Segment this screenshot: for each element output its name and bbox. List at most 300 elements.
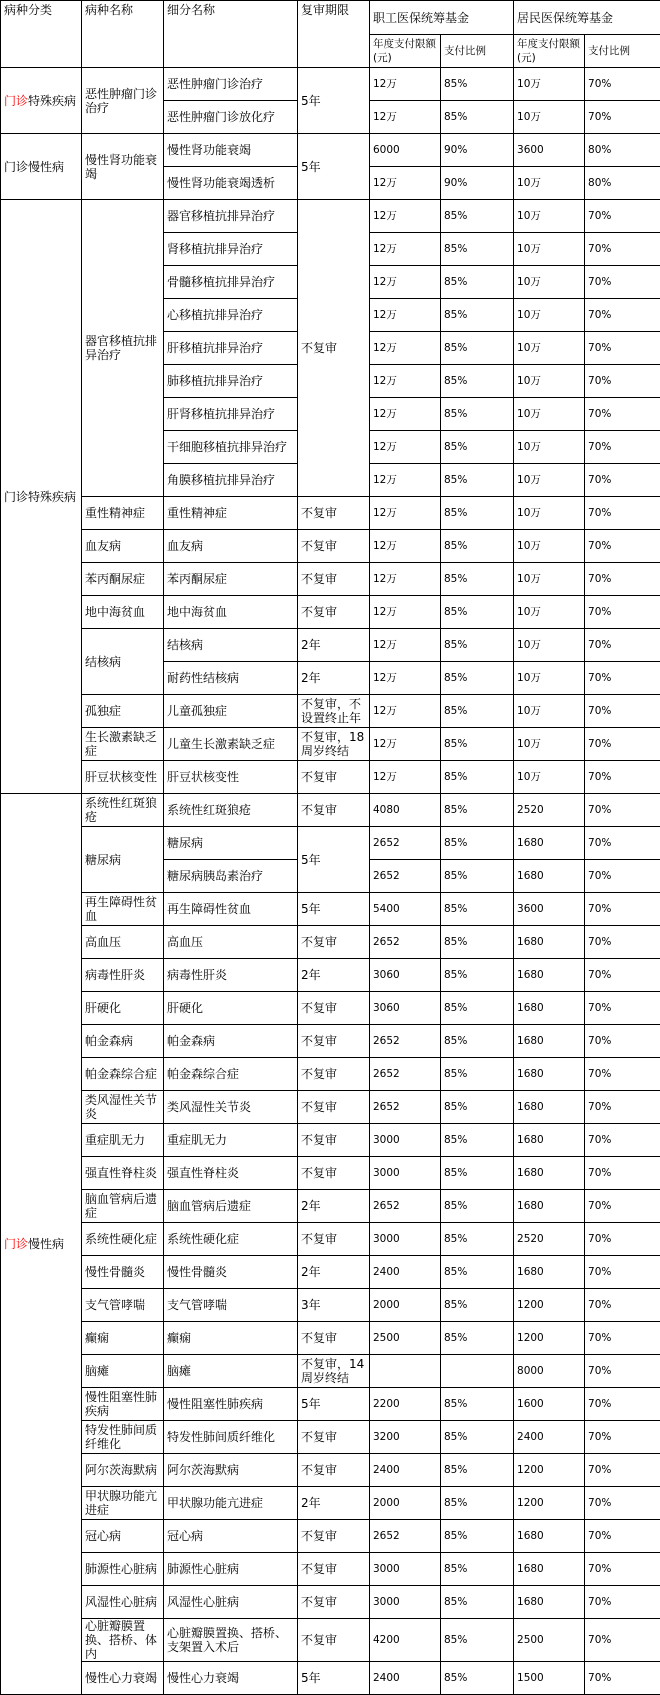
table-row [1,1025,660,1058]
resident-ratio-cell: 70% [585,1619,660,1662]
review-cell: 5年 [298,893,370,926]
review-cell: 5年 [298,1388,370,1421]
resident-ratio-cell: 70% [585,662,660,695]
resident-limit-cell: 1680 [514,1586,585,1619]
review-cell: 5年 [298,134,370,200]
employee-limit-cell: 2000 [370,1289,441,1322]
employee-limit-cell: 3060 [370,959,441,992]
table-row [1,1190,660,1223]
category-cell [1,68,82,134]
header-category: 病种分类 [1,1,82,68]
employee-ratio-cell: 85% [441,629,514,662]
resident-ratio-cell: 70% [585,299,660,332]
detail-cell: 干细胞移植抗排异治疗 [164,431,298,464]
employee-ratio-cell: 85% [441,398,514,431]
resident-limit-cell: 10万 [514,563,585,596]
resident-ratio-cell: 70% [585,629,660,662]
detail-cell: 阿尔茨海默病 [164,1454,298,1487]
review-cell: 不复审 [298,1025,370,1058]
employee-limit-cell: 2000 [370,1487,441,1520]
table-row [1,1124,660,1157]
employee-ratio-cell: 85% [441,1388,514,1421]
employee-ratio-cell: 90% [441,134,514,167]
resident-ratio-cell: 70% [585,596,660,629]
resident-ratio-cell: 70% [585,1421,660,1454]
employee-limit-cell: 12万 [370,266,441,299]
detail-cell: 慢性骨髓炎 [164,1256,298,1289]
table-row [1,1388,660,1421]
review-cell: 不复审 [298,1322,370,1355]
resident-ratio-cell: 70% [585,1388,660,1421]
table-row [1,794,660,827]
employee-ratio-cell: 85% [441,332,514,365]
resident-limit-cell: 10万 [514,761,585,794]
disease-cell: 甲状腺功能亢进症 [82,1487,164,1520]
disease-cell: 肝硬化 [82,992,164,1025]
resident-limit-cell: 1680 [514,1058,585,1091]
resident-ratio-cell: 70% [585,1256,660,1289]
resident-limit-cell: 10万 [514,332,585,365]
employee-ratio-cell: 85% [441,860,514,893]
table-row [1,200,660,233]
employee-limit-cell: 12万 [370,398,441,431]
review-cell: 2年 [298,1256,370,1289]
detail-cell: 冠心病 [164,1520,298,1553]
employee-limit-cell: 3000 [370,1586,441,1619]
review-cell: 不复审 [298,761,370,794]
employee-ratio-cell: 85% [441,728,514,761]
resident-limit-cell: 2500 [514,1619,585,1662]
table-body [1,68,660,1695]
disease-cell: 慢性阻塞性肺疾病 [82,1388,164,1421]
header-resident-ratio: 支付比例 [585,35,660,68]
resident-limit-cell: 1680 [514,1256,585,1289]
resident-ratio-cell: 70% [585,398,660,431]
detail-cell: 肾移植抗排异治疗 [164,233,298,266]
review-cell: 不复审 [298,1421,370,1454]
employee-ratio-cell: 85% [441,233,514,266]
employee-limit-cell: 12万 [370,200,441,233]
detail-cell: 肝肾移植抗排异治疗 [164,398,298,431]
review-cell: 不复审 [298,1223,370,1256]
resident-ratio-cell: 70% [585,266,660,299]
detail-cell: 再生障碍性贫血 [164,893,298,926]
disease-cell: 结核病 [82,629,164,695]
employee-limit-cell: 12万 [370,332,441,365]
detail-cell: 地中海贫血 [164,596,298,629]
table-row [1,695,660,728]
detail-cell: 脑血管病后遗症 [164,1190,298,1223]
employee-limit-cell: 12万 [370,629,441,662]
employee-limit-cell: 12万 [370,365,441,398]
review-cell: 2年 [298,1190,370,1223]
review-cell: 不复审 [298,794,370,827]
resident-limit-cell: 10万 [514,167,585,200]
category-cell [1,134,82,200]
resident-ratio-cell: 70% [585,464,660,497]
employee-ratio-cell: 85% [441,1322,514,1355]
resident-ratio-cell: 70% [585,1662,660,1695]
disease-cell: 冠心病 [82,1520,164,1553]
detail-cell: 特发性肺间质纤维化 [164,1421,298,1454]
detail-cell: 强直性脊柱炎 [164,1157,298,1190]
resident-ratio-cell: 70% [585,332,660,365]
table-row [1,1157,660,1190]
disease-cell: 脑瘫 [82,1355,164,1388]
resident-limit-cell: 10万 [514,662,585,695]
review-cell: 5年 [298,827,370,893]
resident-limit-cell: 10万 [514,398,585,431]
employee-ratio-cell: 85% [441,299,514,332]
table-row [1,1355,660,1388]
employee-ratio-cell: 85% [441,1619,514,1662]
resident-limit-cell: 10万 [514,728,585,761]
resident-limit-cell: 1200 [514,1487,585,1520]
review-cell: 不复审 [298,1157,370,1190]
table-row [1,1091,660,1124]
employee-ratio-cell: 85% [441,1091,514,1124]
detail-cell: 帕金森综合症 [164,1058,298,1091]
detail-cell: 病毒性肝炎 [164,959,298,992]
employee-ratio-cell: 85% [441,464,514,497]
employee-ratio-cell: 85% [441,1662,514,1695]
employee-ratio-cell: 85% [441,992,514,1025]
detail-cell: 肝移植抗排异治疗 [164,332,298,365]
disease-cell: 地中海贫血 [82,596,164,629]
detail-cell: 重性精神症 [164,497,298,530]
review-cell: 2年 [298,629,370,662]
resident-ratio-cell: 70% [585,563,660,596]
employee-limit-cell: 12万 [370,167,441,200]
resident-ratio-cell: 70% [585,101,660,134]
detail-cell: 心移植抗排异治疗 [164,299,298,332]
employee-limit-cell: 5400 [370,893,441,926]
header-detail: 细分名称 [164,1,298,68]
employee-limit-cell: 4200 [370,1619,441,1662]
resident-limit-cell: 10万 [514,200,585,233]
employee-limit-cell: 2652 [370,1025,441,1058]
employee-ratio-cell: 85% [441,695,514,728]
resident-limit-cell: 10万 [514,101,585,134]
resident-ratio-cell: 70% [585,695,660,728]
resident-limit-cell: 1600 [514,1388,585,1421]
employee-ratio-cell: 85% [441,761,514,794]
employee-ratio-cell: 85% [441,1289,514,1322]
table-row [1,1487,660,1520]
disease-cell: 重性精神症 [82,497,164,530]
table-row [1,596,660,629]
resident-ratio-cell: 70% [585,1355,660,1388]
employee-ratio-cell: 90% [441,167,514,200]
review-cell: 不复审 [298,497,370,530]
resident-ratio-cell: 70% [585,1487,660,1520]
resident-ratio-cell: 70% [585,1190,660,1223]
resident-ratio-cell: 70% [585,365,660,398]
disease-cell: 帕金森综合症 [82,1058,164,1091]
resident-ratio-cell: 70% [585,68,660,101]
resident-limit-cell: 10万 [514,233,585,266]
employee-ratio-cell: 85% [441,926,514,959]
review-cell: 不复审 [298,992,370,1025]
category-cell [1,794,82,1695]
employee-ratio-cell: 85% [441,1520,514,1553]
employee-limit-cell: 2652 [370,1520,441,1553]
header-employee-ratio: 支付比例 [441,35,514,68]
detail-cell: 肺移植抗排异治疗 [164,365,298,398]
review-cell: 不复审 [298,1619,370,1662]
review-cell: 不复审 [298,1091,370,1124]
resident-limit-cell: 2520 [514,1223,585,1256]
employee-limit-cell: 12万 [370,695,441,728]
detail-cell: 儿童生长激素缺乏症 [164,728,298,761]
employee-limit-cell: 6000 [370,134,441,167]
review-cell: 不复审 [298,1454,370,1487]
resident-ratio-cell: 70% [585,860,660,893]
resident-ratio-cell: 70% [585,1124,660,1157]
employee-ratio-cell: 85% [441,959,514,992]
employee-limit-cell: 3000 [370,1223,441,1256]
employee-ratio-cell: 85% [441,1157,514,1190]
disease-cell: 孤独症 [82,695,164,728]
disease-cell: 脑血管病后遗症 [82,1190,164,1223]
table-row [1,1223,660,1256]
employee-ratio-cell: 85% [441,1586,514,1619]
resident-ratio-cell: 70% [585,497,660,530]
employee-ratio-cell: 85% [441,1124,514,1157]
detail-cell: 慢性阻塞性肺疾病 [164,1388,298,1421]
employee-limit-cell: 2652 [370,827,441,860]
review-cell: 不复审，不设置终止年 [298,695,370,728]
resident-limit-cell: 1680 [514,1091,585,1124]
category-cell [1,200,82,794]
resident-ratio-cell: 70% [585,233,660,266]
employee-limit-cell: 3000 [370,1124,441,1157]
table-row [1,827,660,860]
employee-limit-cell: 4080 [370,794,441,827]
review-cell: 不复审 [298,1553,370,1586]
employee-ratio-cell: 85% [441,530,514,563]
header-review: 复审期限 [298,1,370,68]
employee-ratio-cell: 85% [441,1256,514,1289]
disease-cell: 生长激素缺乏症 [82,728,164,761]
employee-limit-cell: 12万 [370,728,441,761]
resident-limit-cell: 1500 [514,1662,585,1695]
detail-cell: 脑瘫 [164,1355,298,1388]
employee-limit-cell: 12万 [370,464,441,497]
category-prefix: 门诊慢性病 [4,160,64,174]
resident-ratio-cell: 70% [585,1454,660,1487]
employee-limit-cell: 12万 [370,233,441,266]
resident-limit-cell: 10万 [514,299,585,332]
resident-limit-cell: 10万 [514,530,585,563]
employee-limit-cell: 2652 [370,860,441,893]
detail-cell: 器官移植抗排异治疗 [164,200,298,233]
employee-limit-cell: 12万 [370,530,441,563]
employee-limit-cell: 2400 [370,1662,441,1695]
employee-ratio-cell: 85% [441,596,514,629]
disease-cell: 器官移植抗排异治疗 [82,200,164,497]
resident-ratio-cell: 70% [585,1058,660,1091]
resident-limit-cell: 10万 [514,497,585,530]
disease-cell: 病毒性肝炎 [82,959,164,992]
disease-cell: 慢性骨髓炎 [82,1256,164,1289]
resident-limit-cell: 10万 [514,464,585,497]
header-resident-fund: 居民医保统筹基金 [514,1,660,35]
detail-cell: 类风湿性关节炎 [164,1091,298,1124]
employee-ratio-cell: 85% [441,662,514,695]
resident-limit-cell: 1680 [514,1124,585,1157]
table-row [1,1454,660,1487]
resident-ratio-cell: 70% [585,992,660,1025]
resident-limit-cell: 10万 [514,629,585,662]
resident-limit-cell: 1680 [514,1190,585,1223]
employee-ratio-cell: 85% [441,794,514,827]
disease-cell: 系统性硬化症 [82,1223,164,1256]
review-cell: 不复审 [298,200,370,497]
employee-limit-cell: 2200 [370,1388,441,1421]
table-row [1,497,660,530]
detail-cell: 甲状腺功能亢进症 [164,1487,298,1520]
header-disease: 病种名称 [82,1,164,68]
detail-cell: 癫痫 [164,1322,298,1355]
detail-cell: 结核病 [164,629,298,662]
employee-limit-cell: 3200 [370,1421,441,1454]
detail-cell: 心脏瓣膜置换、搭桥、支架置入术后 [164,1619,298,1662]
employee-limit-cell: 12万 [370,563,441,596]
review-cell: 不复审 [298,1058,370,1091]
detail-cell: 高血压 [164,926,298,959]
disease-cell: 肝豆状核变性 [82,761,164,794]
disease-cell: 心脏瓣膜置换、搭桥、体内 [82,1619,164,1662]
table-row [1,959,660,992]
employee-limit-cell: 2400 [370,1454,441,1487]
table-row [1,68,660,101]
employee-ratio-cell: 85% [441,1487,514,1520]
table-row [1,629,660,662]
disease-cell: 慢性心力衰竭 [82,1662,164,1695]
resident-limit-cell: 1680 [514,827,585,860]
resident-limit-cell: 10万 [514,365,585,398]
review-cell: 不复审 [298,563,370,596]
category-suffix: 慢性病 [28,1237,64,1251]
review-cell: 2年 [298,1487,370,1520]
table-row [1,563,660,596]
resident-limit-cell: 1680 [514,860,585,893]
disease-cell: 癫痫 [82,1322,164,1355]
resident-limit-cell: 1680 [514,992,585,1025]
review-cell: 不复审，14周岁终结 [298,1355,370,1388]
category-prefix: 门诊 [4,1237,28,1251]
resident-ratio-cell: 70% [585,794,660,827]
detail-cell: 糖尿病胰岛素治疗 [164,860,298,893]
disease-cell: 恶性肿瘤门诊治疗 [82,68,164,134]
review-cell: 5年 [298,68,370,134]
table-row [1,134,660,167]
resident-limit-cell: 3600 [514,134,585,167]
resident-ratio-cell: 70% [585,893,660,926]
resident-ratio-cell: 70% [585,1586,660,1619]
resident-limit-cell: 3600 [514,893,585,926]
employee-ratio-cell: 85% [441,1553,514,1586]
employee-limit-cell: 2652 [370,1091,441,1124]
resident-limit-cell: 1200 [514,1289,585,1322]
category-prefix: 门诊特殊疾病 [4,490,76,504]
detail-cell: 糖尿病 [164,827,298,860]
resident-ratio-cell: 70% [585,926,660,959]
employee-limit-cell: 3000 [370,1553,441,1586]
employee-ratio-cell: 85% [441,266,514,299]
table-row [1,1619,660,1662]
review-cell: 2年 [298,959,370,992]
resident-limit-cell: 10万 [514,431,585,464]
review-cell: 不复审 [298,596,370,629]
detail-cell: 支气管哮喘 [164,1289,298,1322]
detail-cell: 角膜移植抗排异治疗 [164,464,298,497]
resident-ratio-cell: 70% [585,1289,660,1322]
disease-cell: 支气管哮喘 [82,1289,164,1322]
employee-limit-cell: 12万 [370,431,441,464]
resident-ratio-cell: 70% [585,728,660,761]
detail-cell: 苯丙酮尿症 [164,563,298,596]
resident-ratio-cell: 70% [585,1157,660,1190]
employee-ratio-cell: 85% [441,1190,514,1223]
detail-cell: 儿童孤独症 [164,695,298,728]
employee-ratio-cell: 85% [441,1058,514,1091]
category-suffix: 特殊疾病 [28,94,76,108]
employee-limit-cell: 3060 [370,992,441,1025]
table-row [1,530,660,563]
employee-limit-cell: 2652 [370,1058,441,1091]
employee-ratio-cell: 85% [441,1223,514,1256]
employee-limit-cell: 12万 [370,101,441,134]
detail-cell: 系统性红斑狼疮 [164,794,298,827]
employee-ratio-cell: 85% [441,101,514,134]
review-cell: 不复审 [298,1520,370,1553]
employee-limit-cell: 2400 [370,1256,441,1289]
detail-cell: 慢性心力衰竭 [164,1662,298,1695]
table-row [1,1520,660,1553]
table-row [1,1256,660,1289]
resident-limit-cell: 1680 [514,926,585,959]
table-row [1,893,660,926]
resident-ratio-cell: 70% [585,959,660,992]
detail-cell: 系统性硬化症 [164,1223,298,1256]
employee-limit-cell: 12万 [370,497,441,530]
review-cell: 不复审 [298,926,370,959]
table-row [1,1553,660,1586]
detail-cell: 肝硬化 [164,992,298,1025]
table-row [1,1586,660,1619]
employee-limit-cell: 2500 [370,1322,441,1355]
resident-limit-cell: 1680 [514,1157,585,1190]
table-row [1,1058,660,1091]
resident-ratio-cell: 80% [585,134,660,167]
detail-cell: 重症肌无力 [164,1124,298,1157]
review-cell: 5年 [298,1662,370,1695]
employee-ratio-cell: 85% [441,431,514,464]
table-row [1,992,660,1025]
employee-limit-cell: 2652 [370,1190,441,1223]
resident-limit-cell: 1680 [514,1520,585,1553]
employee-limit-cell: 12万 [370,761,441,794]
resident-limit-cell: 2520 [514,794,585,827]
employee-ratio-cell: 85% [441,1421,514,1454]
employee-ratio-cell: 85% [441,827,514,860]
resident-ratio-cell: 70% [585,200,660,233]
disease-cell: 帕金森病 [82,1025,164,1058]
resident-limit-cell: 8000 [514,1355,585,1388]
detail-cell: 帕金森病 [164,1025,298,1058]
